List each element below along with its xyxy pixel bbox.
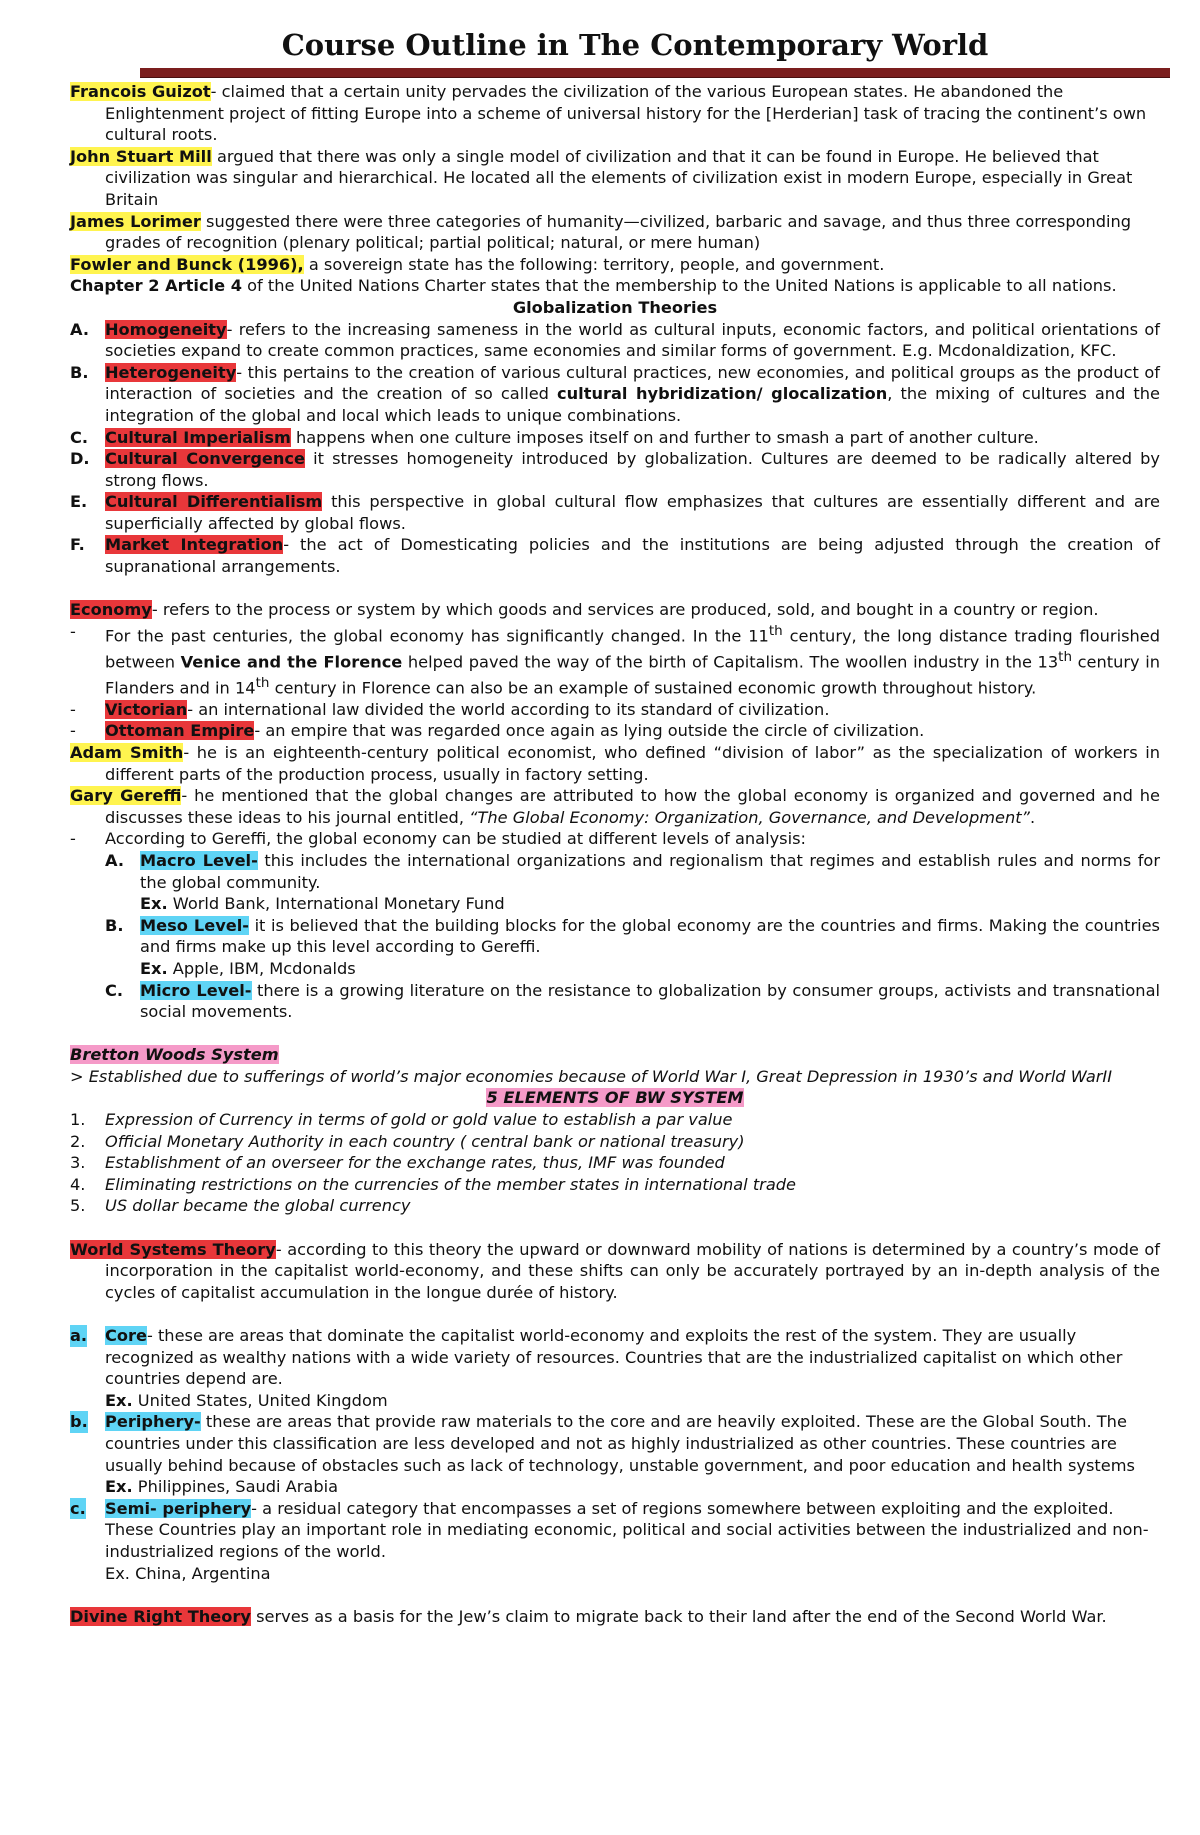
example-line: Ex. China, Argentina xyxy=(105,1563,271,1583)
term-highlight: Macro Level xyxy=(140,850,252,870)
page-title: Course Outline in The Contemporary World xyxy=(281,28,989,62)
term-highlight: Victorian xyxy=(105,699,188,719)
bw-elements-heading: 5 ELEMENTS OF BW SYSTEM xyxy=(486,1088,744,1108)
bw-element: 1. Expression of Currency in terms of gold or gold value to establish a par value xyxy=(70,1110,733,1130)
world-systems-paragraph: World Systems Theory- according to this theory the upward or downward mobility of nations is determined by a country’s mode of incorporation in the capitalist world-economy, and these shifts can only be accurately portrayed by an in-depth analysis of the cycles of capitalist accumulation in the longue durée of history. xyxy=(70,1239,1160,1302)
example-line: Ex. Apple, IBM, Mcdonalds xyxy=(140,958,356,978)
term-highlight: Divine Right Theory xyxy=(70,1606,251,1626)
term-highlight: Francois Guizot xyxy=(70,82,211,101)
term-highlight: Micro Level xyxy=(140,980,245,1000)
term-highlight: Periphery xyxy=(105,1412,194,1432)
example-line: Ex. World Bank, International Monetary Fund xyxy=(140,894,505,914)
intro-paragraph: Fowler and Bunck (1996), a sovereign state has the following: territory, people, and government. xyxy=(70,254,885,274)
intro-paragraph: John Stuart Mill argued that there was only a single model of civilization and that it can be found in Europe. He believed that civilization was singular and hierarchical. He located all the elements of civilization exist in modern Europe, especially in Great Britain xyxy=(70,146,1133,209)
term-highlight: Homogeneity xyxy=(105,319,227,339)
list-item: - Ottoman Empire- an empire that was regarded once again as lying outside the circle of civilization. xyxy=(70,721,925,741)
intro-paragraph: Francois Guizot- claimed that a certain unity pervades the civilization of the various European states. He abandoned the Enlightenment project of fitting Europe into a scheme of universal history for the [Herderian] task of tracing the continent’s own cultural roots. xyxy=(70,82,1147,145)
term-highlight: Meso Level xyxy=(140,915,243,935)
list-item: E. Cultural Differentialism this perspective in global cultural flow emphasizes that cultures are essentially different and are superficially affected by global flows. xyxy=(70,492,1160,533)
bretton-note: > Established due to sufferings of world’s major economies because of World War I, Great Depression in 1930’s and World WarII xyxy=(70,1066,1112,1086)
term-highlight: Heterogeneity xyxy=(105,362,237,382)
bretton-heading xyxy=(70,1044,1160,1066)
example-line: Ex. United States, United Kingdom xyxy=(105,1390,388,1410)
term-highlight: Cultural Imperialism xyxy=(105,427,291,447)
section-heading: Globalization Theories xyxy=(512,297,718,317)
document-page xyxy=(70,22,1160,1627)
list-item: - Victorian- an international law divided the world according to its standard of civilization. xyxy=(70,699,830,719)
term-highlight: Ottoman Empire xyxy=(105,721,255,741)
term-highlight: John Stuart Mill xyxy=(70,146,212,166)
bw-element: 2. Official Monetary Authority in each country ( central bank or national treasury) xyxy=(70,1131,745,1151)
example-line: Ex. Philippines, Saudi Arabia xyxy=(105,1477,339,1497)
list-item: F. Market Integration- the act of Domesticating policies and the institutions are being adjusted through the creation of supranational arrangements. xyxy=(70,535,1160,577)
term-highlight: Gary Gereffi xyxy=(70,786,182,806)
term-highlight: World Systems Theory xyxy=(70,1239,276,1259)
divine-right-paragraph: Divine Right Theory serves as a basis for the Jew’s claim to migrate back to their land after the end of the Second World War. xyxy=(70,1606,1107,1626)
smith-paragraph: Adam Smith- he is an eighteenth-century political economist, who defined “division of labor” as the specialization of workers in different parts of the production process, usually in factory setting. xyxy=(70,742,1160,784)
term-highlight: Bretton Woods System xyxy=(70,1045,279,1065)
level-item: A. Macro Level- this includes the international organizations and regionalism that regimes and establish rules and norms for the global community. xyxy=(105,850,1160,892)
list-item: A. Homogeneity- refers to the increasing sameness in the world as cultural inputs, economic factors, and political orientations of societies expand to create common practices, same economies and similar forms of government. E.g. Mcdonaldization, KFC. xyxy=(70,319,1160,361)
list-item: - According to Gereffi, the global economy can be studied at different levels of analysis: xyxy=(70,829,806,849)
zone-item: a. Core- these are areas that dominate the capitalist world-economy and exploits the rest of the system. They are usually recognized as wealthy nations with a wide variety of resources. Countries that are the industrialized capitalist on which other countries depend are. xyxy=(70,1326,1123,1389)
economy-paragraph: Economy- refers to the process or system by which goods and services are produced, sold, and bought in a country or region. xyxy=(70,600,1099,620)
term-highlight: Semi- periphery xyxy=(105,1498,252,1518)
term-highlight: Core xyxy=(105,1326,147,1346)
term-highlight: James Lorimer xyxy=(70,211,201,231)
intro-paragraph: James Lorimer suggested there were three categories of humanity—civilized, barbaric and savage, and thus three corresponding grades of recognition (plenary political; partial political; natural, or mere human) xyxy=(70,211,1132,253)
title-divider xyxy=(140,68,1170,78)
bw-element: 4. Eliminating restrictions on the currencies of the member states in international trade xyxy=(70,1174,796,1194)
term-highlight: Cultural Convergence xyxy=(105,449,305,469)
term-highlight: Cultural Differentialism xyxy=(105,492,323,512)
list-item: D. Cultural Convergence it stresses homogeneity introduced by globalization. Cultures are deemed to be radically altered by strong flows. xyxy=(70,449,1160,490)
list-item: - For the past centuries, the global economy has significantly changed. In the 11th century, the long distance trading flourished between Venice and the Florence helped paved the way of the birth of Capitalism. The woollen industry in the 13th century in Flanders and in 14th century in Florence can also be an example of sustained economic growth throughout history. xyxy=(70,621,1161,698)
list-item: B. Heterogeneity- this pertains to the creation of various cultural practices, new economies, and political groups as the product of interaction of societies and the creation of so called cultural hybridization/ glocalization, the mixing of cultures and the integration of the global and local which leads to unique combinations. xyxy=(70,362,1161,425)
gereffi-paragraph: Gary Gereffi- he mentioned that the global changes are attributed to how the global economy is organized and governed and he discusses these ideas to his journal entitled, “The Global Economy: Organization, Governance, and Development”. xyxy=(70,786,1161,827)
zone-item: c. Semi- periphery- a residual category that encompasses a set of regions somewhere between exploiting and the exploited. These Countries play an important role in mediating economic, political and social activities between the industrialized and non-industrialized regions of the world. xyxy=(70,1498,1149,1561)
level-item: C. Micro Level- there is a growing literature on the resistance to globalization by consumer groups, activists and transnational social movements. xyxy=(105,980,1160,1022)
bw-element: 5. US dollar became the global currency xyxy=(70,1196,411,1216)
term-highlight: Market Integration xyxy=(105,535,284,555)
term-highlight: Fowler and Bunck (1996), xyxy=(70,254,304,274)
charter-term: Chapter 2 Article 4 xyxy=(70,276,242,296)
list-item: C. Cultural Imperialism happens when one culture imposes itself on and further to smash a part of another culture. xyxy=(70,427,1039,447)
charter-paragraph: Chapter 2 Article 4 of the United Nations Charter states that the membership to the United Nations is applicable to all nations. xyxy=(70,276,1117,296)
level-item: B. Meso Level- it is believed that the building blocks for the global economy are the countries and firms. Making the countries and firms make up this level according to Gereffi. xyxy=(105,915,1160,957)
bw-element: 3. Establishment of an overseer for the exchange rates, thus, IMF was founded xyxy=(70,1153,725,1173)
term-highlight: Economy xyxy=(70,600,152,620)
zone-item: b. Periphery- these are areas that provide raw materials to the core and are heavily exploited. These are the Global South. The countries under this classification are less developed and not as highly industrialized as other countries. These countries are usually behind because of obstacles such as lack of technology, unstable government, and poor education and health systems xyxy=(70,1412,1135,1475)
term-highlight: Adam Smith xyxy=(70,742,184,762)
